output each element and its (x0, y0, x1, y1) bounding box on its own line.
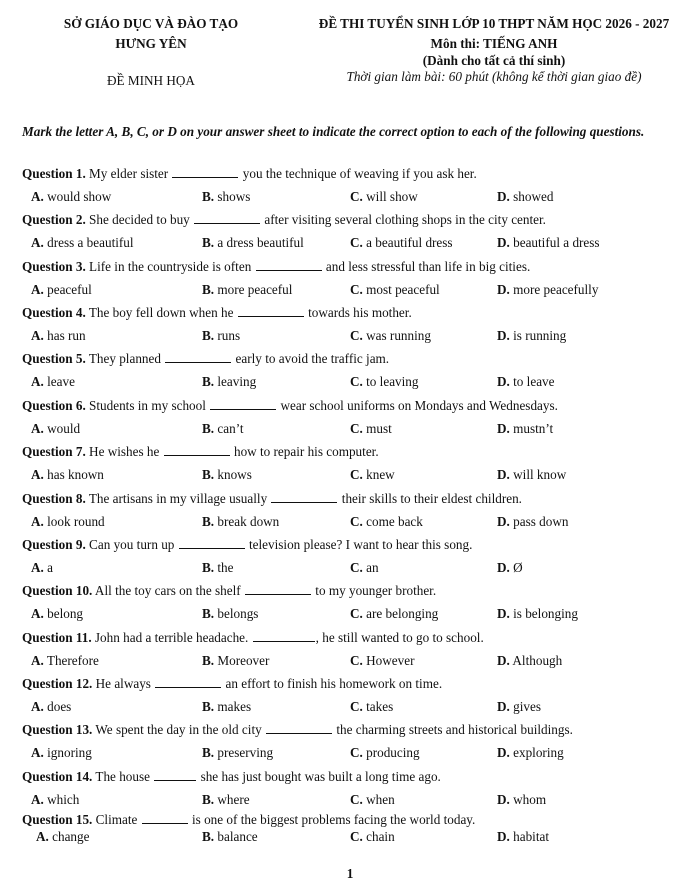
option-c[interactable]: C. come back (350, 514, 423, 529)
instruction: Mark the letter A, B, C, or D on your answer sheet to indicate the correct option to each of the following questions. (22, 124, 645, 139)
option-a[interactable]: A. peaceful (31, 282, 92, 297)
option-b[interactable]: B. leaving (202, 374, 257, 389)
option-b[interactable]: B. Moreover (202, 653, 270, 668)
option-c[interactable]: C. chain (350, 829, 395, 844)
option-c[interactable]: C. takes (350, 699, 394, 714)
option-d[interactable]: D. is running (497, 328, 567, 343)
option-b[interactable]: B. shows (202, 189, 251, 204)
exam-title: ĐỀ THI TUYỂN SINH LỚP 10 THPT NĂM HỌC 2026 - 2027 (318, 16, 670, 31)
option-c[interactable]: C. to leaving (350, 374, 419, 389)
department-name: SỞ GIÁO DỤC VÀ ĐÀO TẠO (63, 16, 239, 31)
question-1-stem: Question 1. My elder sister you the technique of weaving if you ask her. (22, 166, 477, 181)
question-5-stem: Question 5. They planned early to avoid the traffic jam. (22, 351, 390, 366)
option-c[interactable]: C. producing (350, 745, 420, 760)
option-c[interactable]: C. a beautiful dress (350, 235, 453, 250)
option-d[interactable]: D. more peacefully (497, 282, 599, 297)
option-c[interactable]: C. However (350, 653, 415, 668)
option-b[interactable]: B. break down (202, 514, 280, 529)
question-7-stem: Question 7. He wishes he how to repair his computer. (22, 444, 379, 459)
exam-type: ĐỀ MINH HỌA (107, 73, 195, 88)
option-c[interactable]: C. knew (350, 467, 395, 482)
option-a[interactable]: A. does (31, 699, 72, 714)
question-12-stem: Question 12. He always an effort to finish his homework on time. (22, 676, 443, 691)
option-c[interactable]: C. must (350, 421, 392, 436)
option-b[interactable]: B. where (202, 792, 250, 807)
option-c[interactable]: C. when (350, 792, 395, 807)
option-d[interactable]: D. Ø (497, 560, 523, 575)
option-a[interactable]: A. a (31, 560, 53, 575)
question-14-stem: Question 14. The house she has just bought was built a long time ago. (22, 769, 441, 784)
option-d[interactable]: D. beautiful a dress (497, 235, 600, 250)
question-9-stem: Question 9. Can you turn up television please? I want to hear this song. (22, 537, 473, 552)
option-a[interactable]: A. would (31, 421, 81, 436)
option-a[interactable]: A. has known (31, 467, 104, 482)
option-d[interactable]: D. habitat (497, 829, 550, 844)
option-c[interactable]: C. most peaceful (350, 282, 440, 297)
option-a[interactable]: A. dress a beautiful (31, 235, 134, 250)
option-a[interactable]: A. would show (31, 189, 112, 204)
question-13-stem: Question 13. We spent the day in the old city the charming streets and historical buildings. (22, 722, 573, 737)
question-6-stem: Question 6. Students in my school wear school uniforms on Mondays and Wednesdays. (22, 398, 558, 413)
option-d[interactable]: D. will know (497, 467, 567, 482)
option-b[interactable]: B. runs (202, 328, 241, 343)
option-b[interactable]: B. makes (202, 699, 252, 714)
question-11-stem: Question 11. John had a terrible headache. , he still wanted to go to school. (22, 630, 484, 645)
option-c[interactable]: C. will show (350, 189, 418, 204)
question-3-stem: Question 3. Life in the countryside is often and less stressful than life in big cities. (22, 259, 531, 274)
option-a[interactable]: A. leave (31, 374, 75, 389)
subject: Môn thi: TIẾNG ANH (430, 36, 558, 51)
option-a[interactable]: A. has run (31, 328, 86, 343)
exam-header (0, 16, 700, 96)
audience: (Dành cho tất cả thí sinh) (422, 53, 566, 68)
option-c[interactable]: C. was running (350, 328, 431, 343)
option-b[interactable]: B. knows (202, 467, 252, 482)
option-d[interactable]: D. is belonging (497, 606, 578, 621)
option-d[interactable]: D. whom (497, 792, 547, 807)
option-a[interactable]: A. look round (31, 514, 105, 529)
option-b[interactable]: B. more peaceful (202, 282, 293, 297)
option-c[interactable]: C. are belonging (350, 606, 439, 621)
province-name: HƯNG YÊN (115, 36, 187, 51)
option-a[interactable]: A. belong (31, 606, 84, 621)
option-b[interactable]: B. the (202, 560, 234, 575)
option-a[interactable]: A. Therefore (31, 653, 99, 668)
option-d[interactable]: D. exploring (497, 745, 564, 760)
option-b[interactable]: B. can’t (202, 421, 244, 436)
option-d[interactable]: D. mustn’t (497, 421, 554, 436)
option-d[interactable]: D. Although (497, 653, 563, 668)
option-a[interactable]: A. ignoring (31, 745, 92, 760)
option-a[interactable]: A. change (36, 829, 90, 844)
option-d[interactable]: D. gives (497, 699, 541, 714)
question-2-stem: Question 2. She decided to buy after visiting several clothing shops in the city center. (22, 212, 546, 227)
page-number: 1 (346, 866, 354, 881)
option-d[interactable]: D. showed (497, 189, 554, 204)
option-b[interactable]: B. a dress beautiful (202, 235, 304, 250)
option-b[interactable]: B. belongs (202, 606, 259, 621)
option-d[interactable]: D. pass down (497, 514, 569, 529)
option-d[interactable]: D. to leave (497, 374, 555, 389)
question-8-stem: Question 8. The artisans in my village usually their skills to their eldest children. (22, 491, 522, 506)
duration: Thời gian làm bài: 60 phút (không kể thời gian giao đề) (346, 69, 642, 84)
question-4-stem: Question 4. The boy fell down when he towards his mother. (22, 305, 412, 320)
option-c[interactable]: C. an (350, 560, 379, 575)
option-a[interactable]: A. which (31, 792, 80, 807)
option-b[interactable]: B. balance (202, 829, 258, 844)
question-10-stem: Question 10. All the toy cars on the shelf to my younger brother. (22, 583, 437, 598)
question-15-stem: Question 15. Climate is one of the biggest problems facing the world today. (22, 812, 476, 827)
option-b[interactable]: B. preserving (202, 745, 274, 760)
